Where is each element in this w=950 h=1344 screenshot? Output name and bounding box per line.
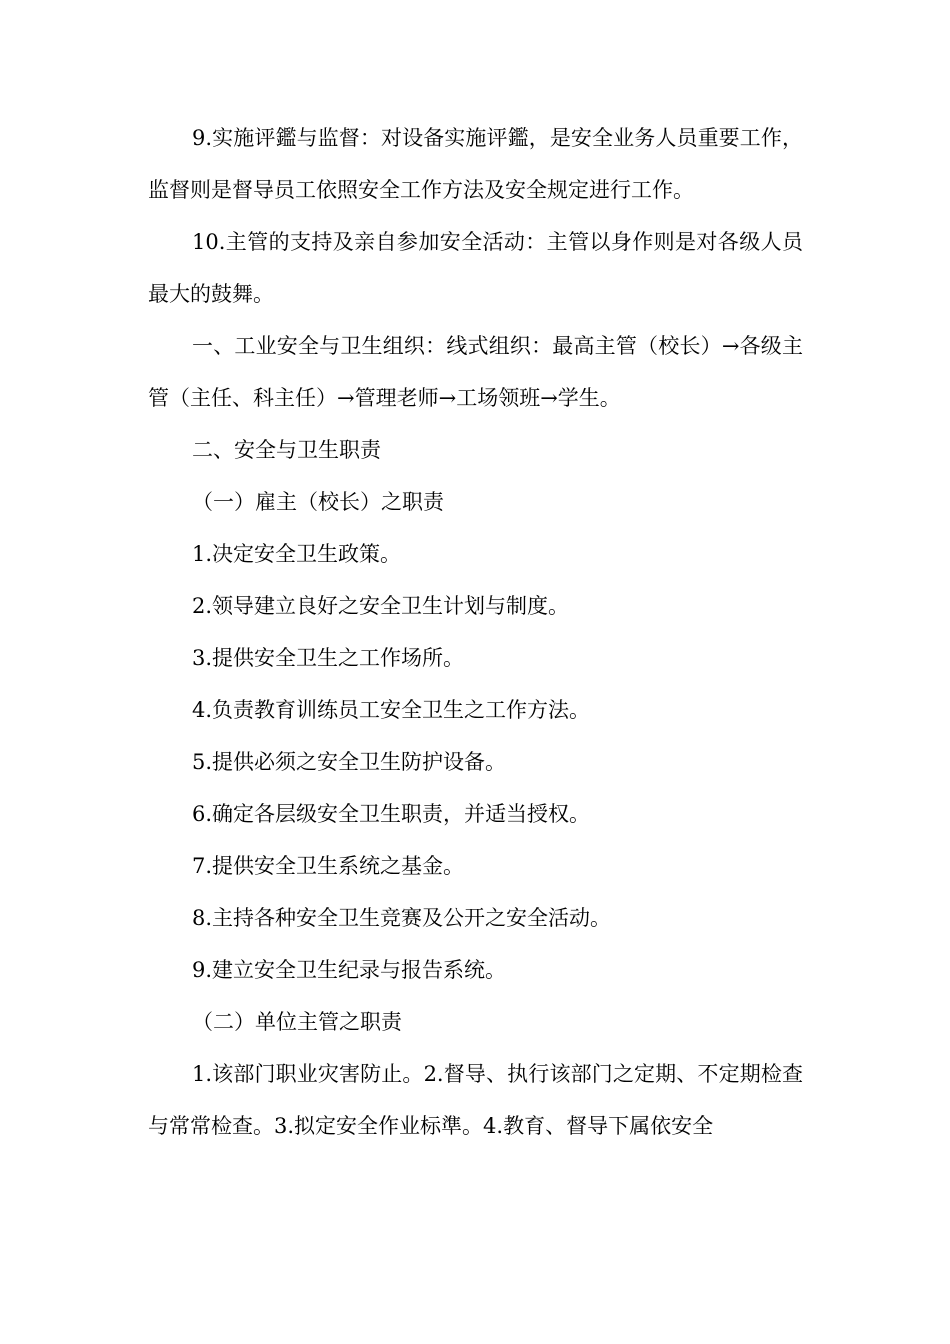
list-item-employer-duty-4: 4.负责教育训练员工安全卫生之工作方法。: [192, 698, 591, 722]
list-item-employer-duty-9: 9.建立安全卫生纪录与报告系统。: [192, 958, 507, 982]
list-item-employer-duty-6: 6.确定各层级安全卫生职责，并适当授权。: [192, 802, 591, 826]
subsection-heading-unit-supervisor-duties: （二）单位主管之职责: [192, 1010, 402, 1034]
section-heading-safety-duties: 二、安全与卫生职责: [192, 438, 381, 462]
list-item-employer-duty-1: 1.决定安全卫生政策。: [192, 542, 402, 566]
list-item-employer-duty-3: 3.提供安全卫生之工作场所。: [192, 646, 465, 670]
paragraph-safety-organization: 一、工业安全与卫生组织：线式组织：最高主管（校长）→各级主管（主任、科主任）→管理老师→工场领班→学生。: [148, 334, 803, 410]
paragraph-supervisor-support: 10.主管的支持及亲自参加安全活动：主管以身作则是对各级人员最大的鼓舞。: [148, 230, 803, 306]
list-item-employer-duty-8: 8.主持各种安全卫生竞赛及公开之安全活动。: [192, 906, 612, 930]
subsection-heading-employer-duties: （一）雇主（校长）之职责: [192, 490, 444, 514]
list-item-employer-duty-7: 7.提供安全卫生系统之基金。: [192, 854, 465, 878]
list-item-employer-duty-5: 5.提供必须之安全卫生防护设备。: [192, 750, 507, 774]
list-item-employer-duty-2: 2.领导建立良好之安全卫生计划与制度。: [192, 594, 570, 618]
paragraph-unit-supervisor-duties: 1.该部门职业灾害防止。2.督导、执行该部门之定期、不定期检查与常常检查。3.拟定安全作业标準。4.教育、督导下属依安全: [148, 1062, 803, 1138]
document-body: [148, 112, 803, 1152]
paragraph-evaluation-supervision: 9.实施评鑑与监督：对设备实施评鑑，是安全业务人员重要工作，监督则是督导员工依照安全工作方法及安全规定进行工作。: [148, 126, 803, 202]
